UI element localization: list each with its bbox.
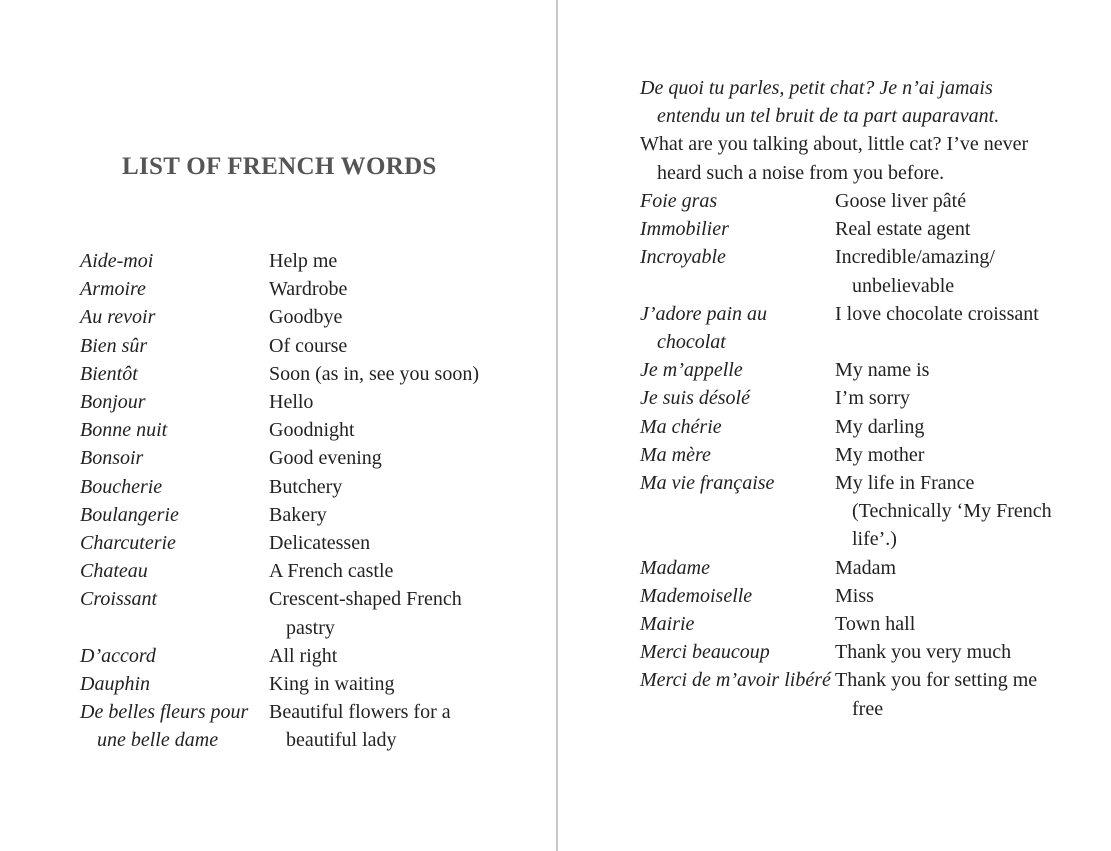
glossary-entry bbox=[80, 388, 500, 416]
french-term: Chateau bbox=[80, 560, 148, 583]
french-term: J’adore pain au chocolat bbox=[640, 302, 768, 354]
english-translation: Delicatessen bbox=[269, 532, 371, 555]
glossary-entry bbox=[80, 360, 500, 388]
french-term: Merci de m’avoir libéré bbox=[640, 669, 831, 692]
english-translation: Thank you very much bbox=[835, 641, 1012, 664]
french-term: Aide-moi bbox=[80, 250, 154, 272]
glossary-entry bbox=[80, 585, 500, 641]
english-translation: I love chocolate croissant bbox=[835, 302, 1039, 325]
glossary-entry bbox=[640, 469, 1060, 554]
english-translation: All right bbox=[269, 644, 338, 667]
glossary-list-right bbox=[640, 187, 1060, 723]
french-term: Ma mère bbox=[640, 443, 711, 466]
english-translation: My name is bbox=[835, 359, 930, 382]
glossary-entry bbox=[640, 300, 1060, 356]
french-term: Merci beaucoup bbox=[640, 641, 770, 664]
french-term: Incroyable bbox=[640, 246, 726, 269]
english-translation: Bakery bbox=[269, 503, 327, 526]
glossary-entry bbox=[80, 332, 500, 360]
english-translation: I’m sorry bbox=[835, 387, 910, 410]
english-translation: Madam bbox=[835, 556, 897, 579]
french-term: Madame bbox=[640, 556, 710, 579]
french-term: Boulangerie bbox=[80, 503, 179, 526]
glossary-entry bbox=[80, 698, 500, 754]
glossary-entry bbox=[80, 473, 500, 501]
english-translation: My darling bbox=[835, 415, 925, 438]
french-term: Bonne nuit bbox=[80, 419, 168, 442]
english-sentence: What are you talking about, little cat? I’ve never heard such a noise from you before. bbox=[640, 133, 1029, 184]
french-term: Bonsoir bbox=[80, 447, 144, 470]
french-term: Au revoir bbox=[80, 306, 156, 329]
english-translation: Crescent-shaped French pastry bbox=[269, 588, 462, 639]
glossary-entry bbox=[640, 582, 1060, 610]
english-translation: Hello bbox=[269, 391, 314, 414]
english-translation: Miss bbox=[835, 584, 874, 607]
page-title: LIST OF FRENCH WORDS bbox=[122, 153, 437, 180]
french-sentence: De quoi tu parles, petit chat? Je n’ai jamais entendu un tel bruit de ta part auparavant. bbox=[640, 77, 1000, 128]
glossary-entry bbox=[80, 416, 500, 444]
right-page bbox=[560, 0, 1111, 851]
english-translation: Incredible/amazing/ unbelievable bbox=[835, 246, 995, 297]
french-term: Bientôt bbox=[80, 362, 138, 385]
french-term: Armoire bbox=[80, 278, 146, 301]
french-term: Bonjour bbox=[80, 391, 146, 414]
english-translation: Thank you for setting me free bbox=[835, 669, 1038, 720]
glossary-entry bbox=[80, 642, 500, 670]
glossary-entry bbox=[640, 243, 1060, 299]
french-term: Bien sûr bbox=[80, 334, 148, 357]
glossary-entry bbox=[80, 247, 500, 275]
book-spine-divider bbox=[556, 0, 558, 851]
french-term: Mademoiselle bbox=[640, 584, 753, 607]
carryover-entry bbox=[640, 74, 1030, 187]
english-translation: King in waiting bbox=[269, 673, 395, 696]
french-term: Croissant bbox=[80, 588, 158, 611]
english-translation: My mother bbox=[835, 443, 925, 466]
english-translation: Good evening bbox=[269, 447, 382, 470]
french-term: Ma chérie bbox=[640, 415, 722, 438]
english-translation: Wardrobe bbox=[269, 278, 348, 301]
french-term: Ma vie française bbox=[640, 472, 775, 495]
french-term: Immobilier bbox=[640, 218, 729, 241]
english-translation: Soon (as in, see you soon) bbox=[269, 362, 479, 385]
english-translation: Goodnight bbox=[269, 419, 355, 442]
glossary-entry bbox=[80, 444, 500, 472]
glossary-entry bbox=[80, 501, 500, 529]
glossary-entry bbox=[80, 275, 500, 303]
french-term: D’accord bbox=[80, 644, 156, 667]
english-translation: Butchery bbox=[269, 475, 343, 498]
french-term: Foie gras bbox=[640, 190, 718, 212]
english-translation: Goodbye bbox=[269, 306, 343, 329]
english-translation: My life in France (Technically ‘My French life’.) bbox=[835, 472, 1052, 551]
glossary-entry bbox=[640, 413, 1060, 441]
glossary-entry bbox=[80, 557, 500, 585]
glossary-list-left bbox=[80, 247, 500, 755]
english-translation: A French castle bbox=[269, 560, 394, 583]
glossary-entry bbox=[640, 554, 1060, 582]
glossary-entry bbox=[640, 666, 1060, 722]
glossary-entry bbox=[80, 303, 500, 331]
glossary-entry bbox=[640, 610, 1060, 638]
french-term: Je suis désolé bbox=[640, 387, 750, 410]
left-page bbox=[0, 0, 555, 851]
english-translation: Town hall bbox=[835, 613, 916, 636]
french-term: Charcuterie bbox=[80, 532, 176, 555]
french-term: Je m’appelle bbox=[640, 359, 743, 382]
glossary-entry bbox=[640, 384, 1060, 412]
glossary-entry bbox=[80, 670, 500, 698]
english-translation: Beautiful flowers for a beautiful lady bbox=[269, 701, 451, 752]
glossary-entry bbox=[640, 187, 1060, 215]
english-translation: Goose liver pâté bbox=[835, 190, 967, 212]
glossary-entry bbox=[80, 529, 500, 557]
glossary-entry bbox=[640, 356, 1060, 384]
glossary-entry bbox=[640, 215, 1060, 243]
french-term: De belles fleurs pour une belle dame bbox=[80, 701, 249, 752]
french-term: Dauphin bbox=[80, 673, 150, 696]
french-term: Mairie bbox=[640, 613, 695, 636]
french-term: Boucherie bbox=[80, 475, 163, 498]
english-translation: Real estate agent bbox=[835, 218, 971, 241]
glossary-entry bbox=[640, 441, 1060, 469]
glossary-entry bbox=[640, 638, 1060, 666]
english-translation: Of course bbox=[269, 334, 348, 357]
english-translation: Help me bbox=[269, 250, 338, 272]
